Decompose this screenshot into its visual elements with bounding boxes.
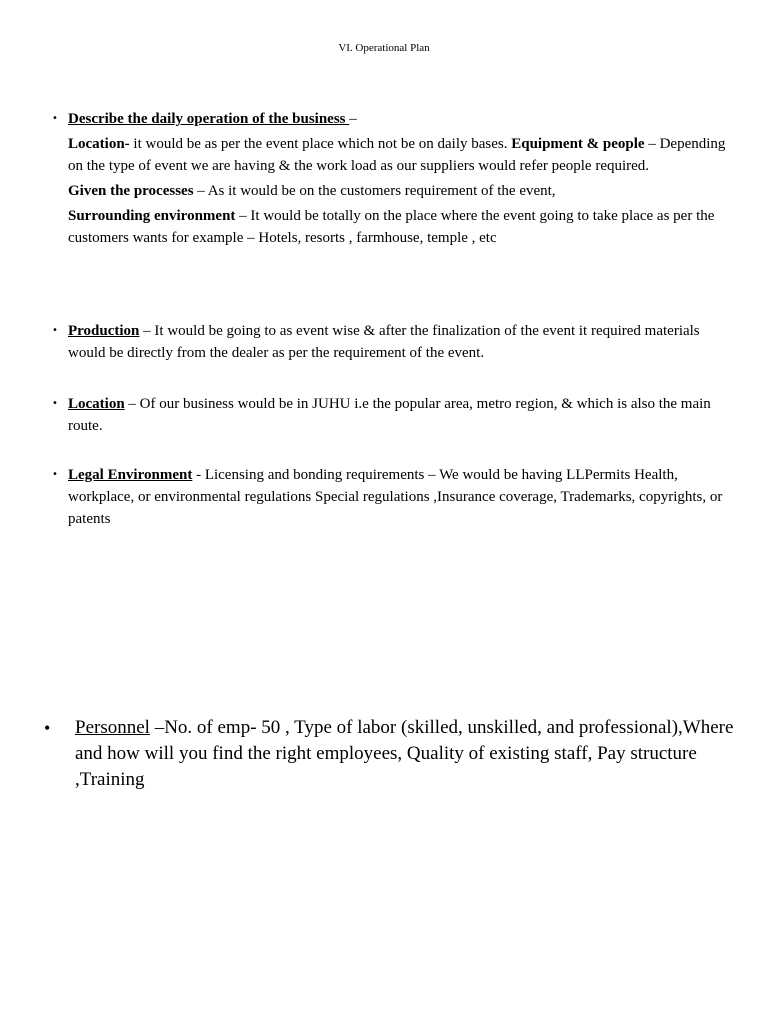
daily-heading: Describe the daily operation of the business (68, 111, 350, 127)
personnel-label: Personnel (75, 717, 150, 738)
daily-heading-dash: – (349, 111, 357, 127)
page-header: VI. Operational Plan (338, 42, 430, 54)
production-label: Production (68, 323, 140, 339)
bullet-icon: • (52, 113, 58, 124)
bullet-personnel (44, 715, 735, 793)
bullet-location (52, 393, 728, 437)
bullet-production (52, 320, 728, 364)
personnel-text: –No. of emp- 50 , Type of labor (skilled, unskilled, and professional),Where and how will you find the right employees, Quality of existing staff, Pay structure ,Training (75, 717, 734, 790)
location-label: Location (68, 396, 125, 412)
daily-heading-line (68, 108, 728, 130)
daily-location-label: Location- (68, 136, 130, 152)
daily-processes-label: Given the processes (68, 183, 194, 199)
legal-label: Legal Environment (68, 467, 193, 483)
bullet-icon: • (52, 469, 58, 480)
daily-processes-line (68, 180, 728, 202)
legal-text: - Licensing and bonding requirements – We would be having LLPermits Health, workplace, or environmental regulations Special regulations ,Insurance coverage, Trademarks, copyrights, or patents (68, 467, 723, 527)
production-text: – It would be going to as event wise & after the finalization of the event it required materials would be directly from the dealer as per the requirement of the event. (68, 323, 700, 361)
bullet-icon: • (44, 718, 51, 738)
daily-equipment-text: – Depending on the type of event we are having & the work load as our suppliers would refer people required. (68, 136, 726, 174)
daily-processes-text: – As it would be on the customers requirement of the event, (193, 183, 556, 199)
daily-equipment-label: Equipment & people (511, 136, 645, 152)
bullet-icon: • (52, 325, 58, 336)
bullet-daily-operation (52, 108, 728, 249)
daily-surrounding-line (68, 205, 728, 249)
location-text: – Of our business would be in JUHU i.e the popular area, metro region, & which is also the main route. (68, 396, 711, 434)
daily-location-line (68, 133, 728, 177)
bullet-icon: • (52, 398, 58, 409)
daily-surrounding-label: Surrounding environment (68, 208, 236, 224)
daily-location-text: it would be as per the event place which not be on daily bases. (129, 136, 512, 152)
bullet-legal-environment (52, 464, 728, 530)
daily-surrounding-text: – It would be totally on the place where the event going to take place as per the customers wants for example – Hotels, resorts , farmhouse, temple , etc (68, 208, 715, 246)
